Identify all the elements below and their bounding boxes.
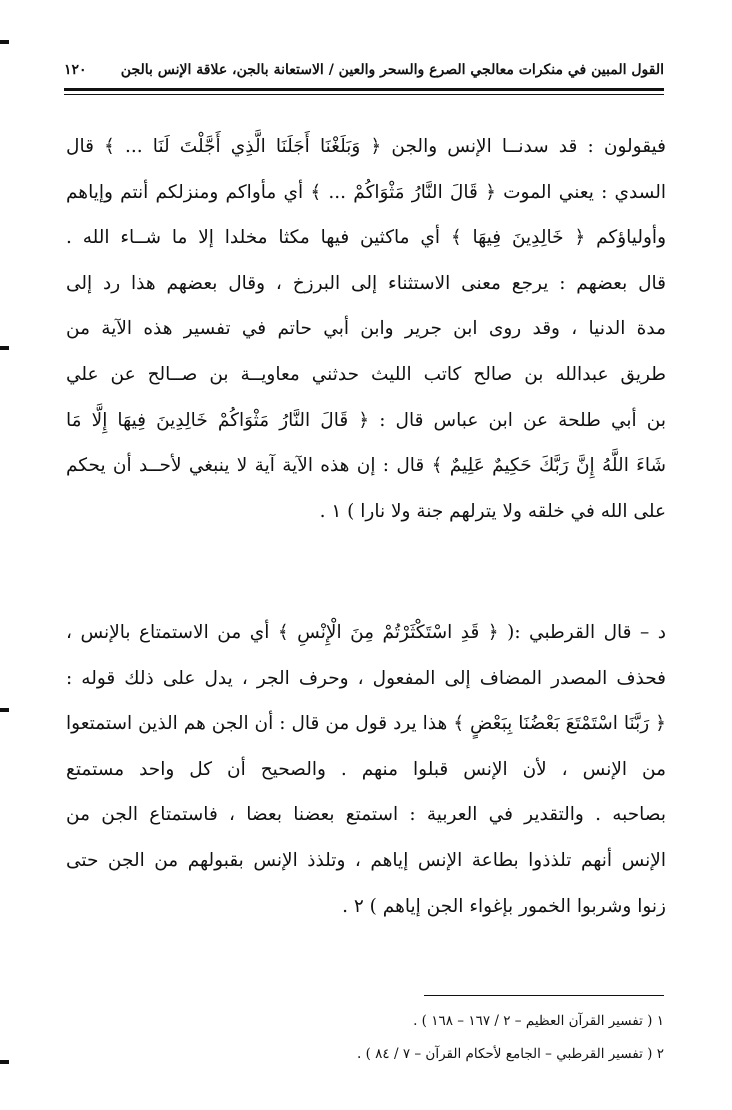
text-line: د – قال القرطبي :( ﴿ قَدِ اسْتَكْثَرْتُمْ مِنَ الْإِنْسِ ﴾ أي من الاستمتاع بالإنس ، [66,622,666,643]
text-line: مدة الدنيا ، وقد روى ابن جرير وابن أبي حاتم في تفسير هذه الآية من [66,318,666,340]
paragraph-1 [66,124,666,534]
text-line: فيقولون : قد سدنــا الإنس والجن ﴿ وَبَلَغْنَا أَجَلَنَا الَّذِي أَجَّلْتَ لَنَا ... ﴾ قال [66,136,666,157]
running-header [64,58,664,84]
text-line: على الله في خلقه ولا يترلهم جنة ولا نارا ) ١ . [319,500,666,522]
text-line: وأولياؤكم ﴿ خَالِدِينَ فِيهَا ﴾ أي ماكثين فيها مكثا مخلدا إلا ما شــاء الله . [66,227,666,249]
text-line: من الإنس ، لأن الإنس قبلوا منهم . والصحيح أن كل واحد مستمتع [66,758,666,780]
footnotes [200,1005,664,1071]
header-rule-thin [64,94,664,95]
scan-margin-mark [0,708,9,712]
scan-margin-mark [0,346,9,350]
text-line: السدي : يعني الموت ﴿ قَالَ النَّارُ مَثْوَاكُمْ ... ﴾ أي مأواكم ومنزلكم أنتم وإياهم [66,181,666,203]
header-rule-thick [64,88,664,91]
text-line: بصاحبه . والتقدير في العربية : استمتع بعضنا بعضا ، فاستمتاع الجن من [66,804,666,826]
text-line: طريق عبدالله بن صالح كاتب الليث حدثني معاويــة بن صــالح عن علي [66,363,666,385]
text-line: فحذف المصدر المضاف إلى المفعول ، وحرف الجر ، يدل على ذلك قوله : [66,667,666,689]
text-line: بن أبي طلحة عن ابن عباس قال : ﴿ قَالَ النَّارُ مَثْوَاكُمْ خَالِدِينَ فِيهَا إِلَّا مَا [66,409,666,431]
scan-margin-mark [0,40,9,44]
page-number: ١٢٠ [64,62,87,78]
footnote-2: ٢ ( تفسير القرطبي – الجامع لأحكام القرآن – ٧ / ٨٤ ) . [357,1046,664,1062]
text-line: قال بعضهم : يرجع معنى الاستثناء إلى البرزخ ، وقال بعضهم هذا رد إلى [66,272,666,294]
footnote-separator [424,995,664,996]
text-line: ﴿ رَبَّنَا اسْتَمْتَعَ بَعْضُنَا بِبَعْضٍ ﴾ هذا يرد قول من قال : أن الجن هم الذين استمتعوا [66,713,666,735]
text-line: الإنس أنهم تلذذوا بطاعة الإنس إياهم ، وتلذذ الإنس بقبولهم من الجن حتى [66,849,666,871]
header-title: القول المبين في منكرات معالجي الصرع والسحر والعين / الاستعانة بالجن، علاقة الإنس بالجن [120,62,664,78]
text-line: زنوا وشربوا الخمور بإغواء الجن إياهم ) ٢ . [342,895,666,917]
text-line: شَاءَ اللَّهُ إِنَّ رَبَّكَ حَكِيمٌ عَلِيمٌ ﴾ قال : إن هذه الآية آية لا ينبغي لأحــد أن يحكم [66,455,666,477]
scan-margin-mark [0,1060,9,1064]
paragraph-2 [66,610,666,929]
footnote-1: ١ ( تفسير القرآن العظيم – ٢ / ١٦٧ – ١٦٨ ) . [413,1013,664,1029]
